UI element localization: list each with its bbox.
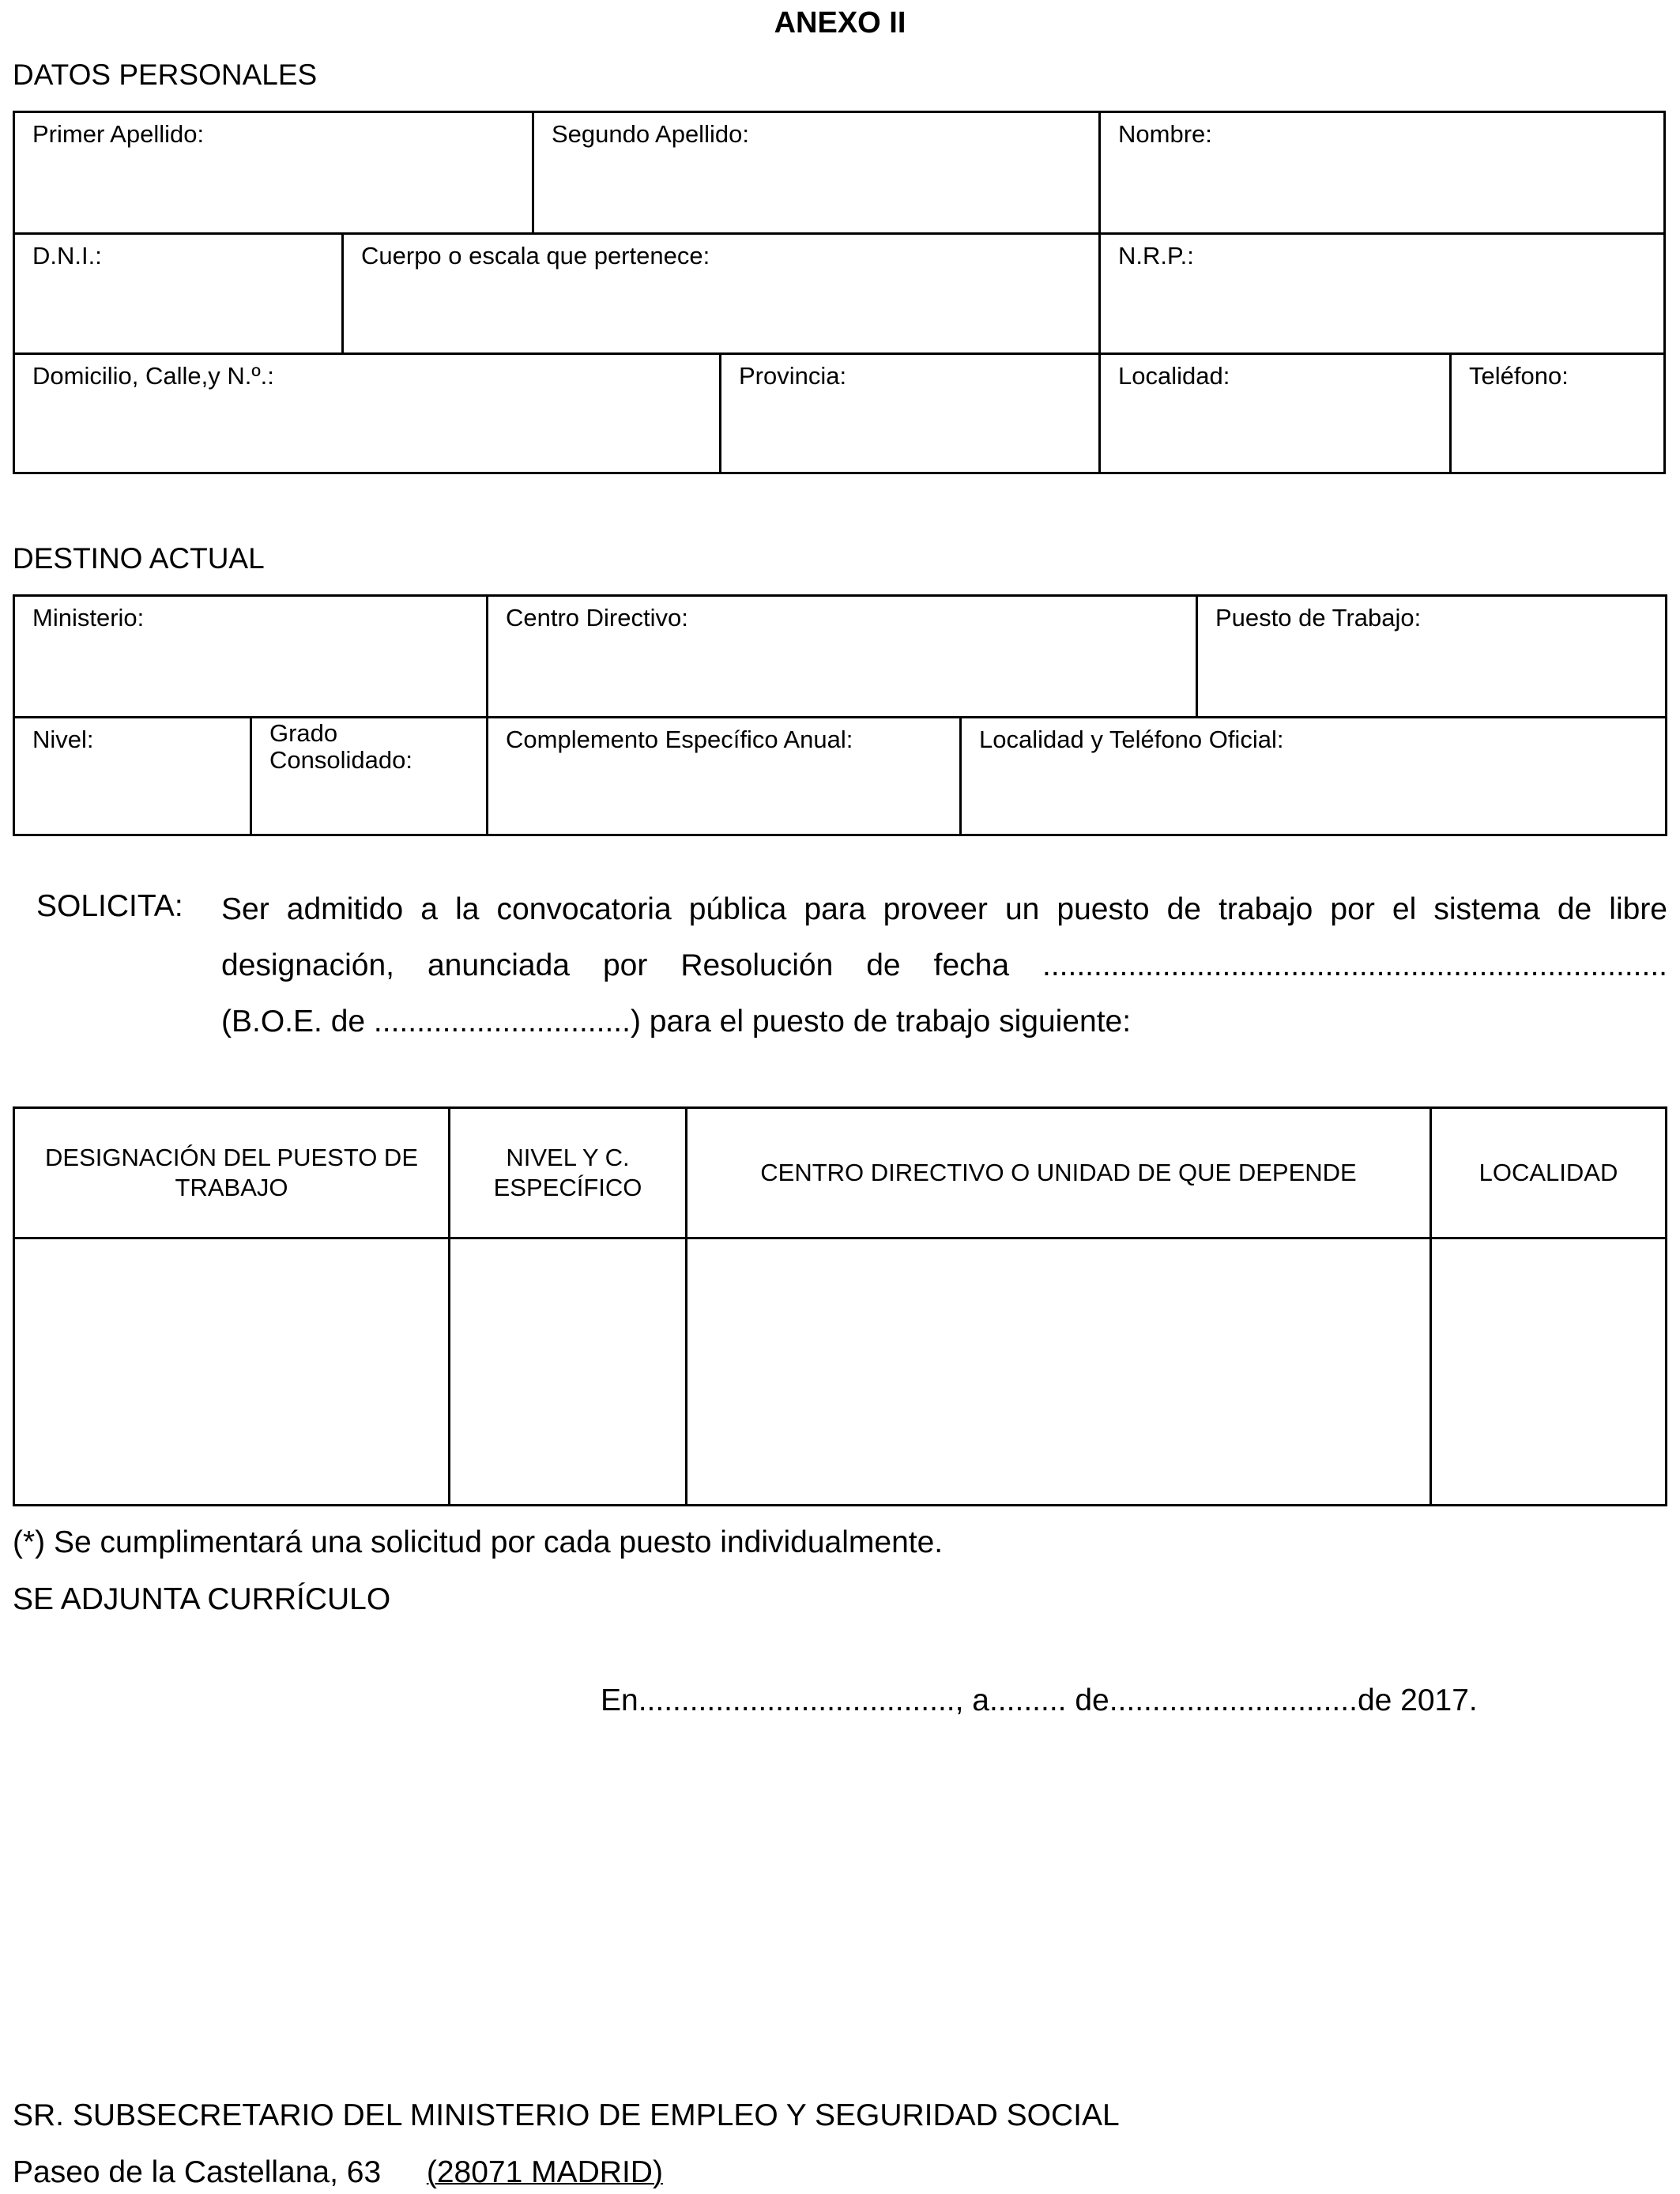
header-nivel — [450, 1109, 685, 1237]
grado-consolidado-field[interactable] — [252, 718, 442, 834]
solicita-text-end: (B.O.E. de ..............................) para el puesto de trabajo siguiente: — [221, 1005, 1132, 1039]
designacion-input-cell[interactable] — [15, 1239, 448, 1504]
complemento-especifico-field[interactable] — [488, 718, 961, 834]
destinatario: SR. SUBSECRETARIO DEL MINISTERIO DE EMPLEO Y SEGURIDAD SOCIAL — [13, 2098, 1120, 2132]
dni-label: D.N.I.: — [32, 242, 102, 270]
header-localidad-text: LOCALIDAD — [1478, 1159, 1618, 1186]
grado-consolidado-label: Grado Consolidado: — [269, 719, 412, 774]
direccion — [13, 2155, 663, 2190]
telefono-field[interactable] — [1452, 355, 1663, 472]
nombre-field[interactable] — [1101, 113, 1663, 232]
destino-actual-table — [13, 594, 1667, 836]
header-localidad — [1432, 1109, 1665, 1237]
localidad-field[interactable] — [1101, 355, 1449, 472]
ministerio-label: Ministerio: — [32, 604, 145, 631]
nivel-field[interactable] — [15, 718, 250, 834]
dni-field[interactable] — [15, 235, 341, 352]
localidad-input-cell[interactable] — [1432, 1239, 1665, 1504]
domicilio-field[interactable] — [15, 355, 719, 472]
telefono-label: Teléfono: — [1469, 362, 1569, 390]
primer-apellido-field[interactable] — [15, 113, 532, 232]
nombre-label: Nombre: — [1118, 120, 1212, 148]
destino-actual-heading: DESTINO ACTUAL — [13, 542, 265, 575]
datos-personales-heading: DATOS PERSONALES — [13, 58, 318, 91]
ministerio-field[interactable] — [15, 597, 486, 716]
puesto-trabajo-label: Puesto de Trabajo: — [1215, 604, 1422, 631]
solicita-text: Ser admitido a la convocatoria pública para proveer un puesto de trabajo por el sistema de libre designación, anunciada por Resolución de fecha ......................................................................... — [221, 892, 1667, 982]
fecha-linea: En....................................., a......... de.............................de 2017. — [601, 1683, 1478, 1717]
header-designacion — [15, 1109, 448, 1237]
cuerpo-escala-field[interactable] — [344, 235, 1098, 352]
nrp-field[interactable] — [1101, 235, 1663, 352]
primer-apellido-label: Primer Apellido: — [32, 120, 205, 148]
complemento-especifico-label: Complemento Específico Anual: — [506, 726, 853, 753]
segundo-apellido-label: Segundo Apellido: — [552, 120, 749, 148]
nrp-label: N.R.P.: — [1118, 242, 1194, 270]
centro-directivo-field[interactable] — [488, 597, 1207, 716]
domicilio-label: Domicilio, Calle,y N.º.: — [32, 362, 274, 390]
direccion-street: Paseo de la Castellana, 63 — [13, 2155, 382, 2189]
page-title: ANEXO II — [774, 6, 906, 40]
centro-directivo-label: Centro Directivo: — [506, 604, 688, 631]
header-designacion-text: DESIGNACIÓN DEL PUESTO DE TRABAJO — [45, 1144, 418, 1201]
localidad-telefono-oficial-label: Localidad y Teléfono Oficial: — [979, 726, 1284, 753]
solicita-label: SOLICITA: — [36, 889, 183, 923]
localidad-label: Localidad: — [1118, 362, 1230, 390]
adjunta-curriculo: SE ADJUNTA CURRÍCULO — [13, 1582, 391, 1616]
cuerpo-escala-label: Cuerpo o escala que pertenece: — [361, 242, 710, 270]
header-nivel-text: NIVEL Y C. ESPECÍFICO — [493, 1144, 642, 1201]
nivel-input-cell[interactable] — [450, 1239, 685, 1504]
puesto-table — [13, 1106, 1667, 1506]
provincia-label: Provincia: — [739, 362, 847, 390]
nivel-label: Nivel: — [32, 726, 94, 753]
centro-directivo-input-cell[interactable] — [687, 1239, 1430, 1504]
segundo-apellido-field[interactable] — [534, 113, 1101, 232]
datos-personales-table — [13, 111, 1666, 474]
header-centro-directivo — [687, 1109, 1430, 1237]
provincia-field[interactable] — [721, 355, 1098, 472]
footnote: (*) Se cumplimentará una solicitud por cada puesto individualmente. — [13, 1525, 944, 1559]
direccion-city: (28071 MADRID) — [426, 2155, 663, 2189]
localidad-telefono-oficial-field[interactable] — [962, 718, 1665, 834]
header-centro-directivo-text: CENTRO DIRECTIVO O UNIDAD DE QUE DEPENDE — [760, 1159, 1357, 1186]
puesto-trabajo-field[interactable] — [1198, 597, 1665, 716]
